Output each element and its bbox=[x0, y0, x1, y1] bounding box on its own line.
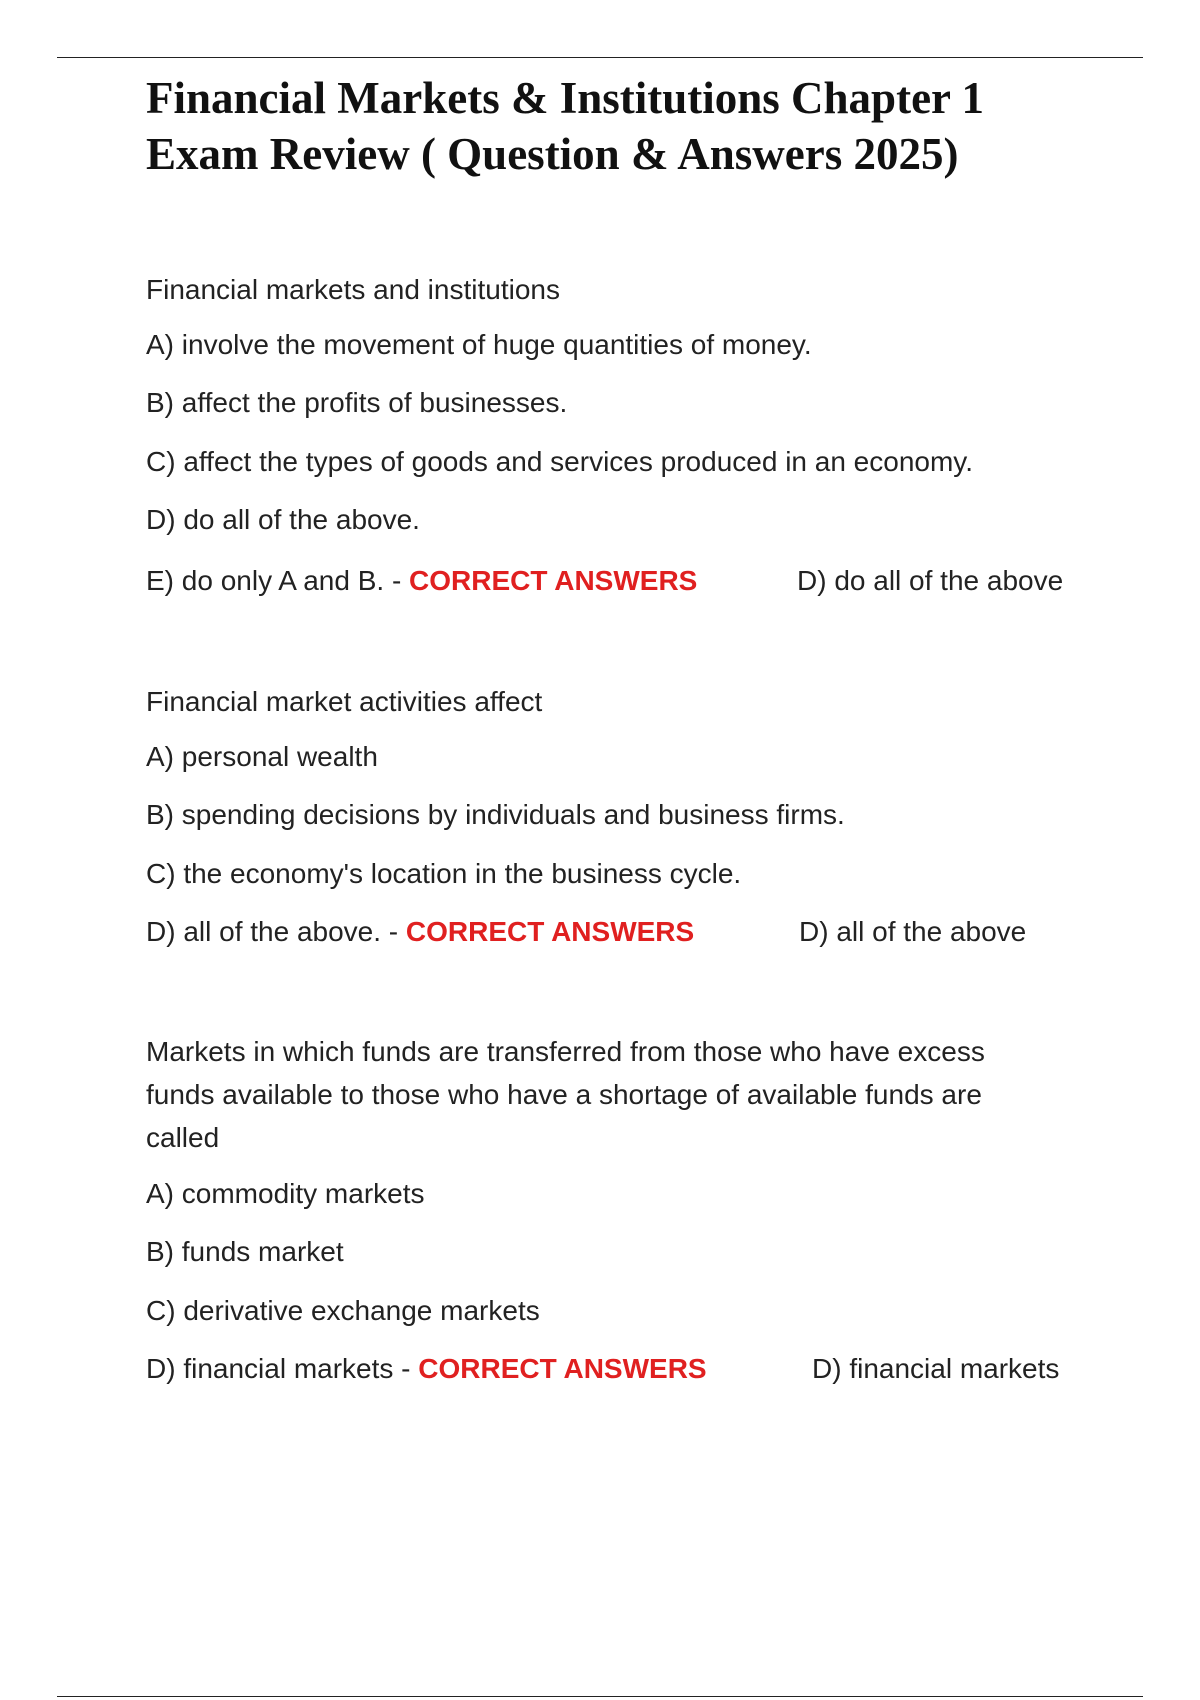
option-a: A) commodity markets bbox=[146, 1178, 425, 1209]
correct-answers-label: CORRECT ANSWERS bbox=[409, 565, 698, 596]
option-b: B) affect the profits of businesses. bbox=[146, 387, 568, 418]
correct-answers-label: CORRECT ANSWERS bbox=[405, 916, 695, 947]
answer-text: D) all of the above bbox=[799, 916, 1027, 947]
option-c: C) the economy's location in the business cycle. bbox=[146, 858, 742, 889]
question-block-3 bbox=[146, 1030, 1060, 1384]
option-d-text: D) financial markets - bbox=[146, 1353, 419, 1384]
option-e bbox=[146, 564, 697, 598]
document-header bbox=[146, 70, 1086, 182]
option-b: B) spending decisions by individuals and business firms. bbox=[146, 799, 845, 830]
option-a: A) personal wealth bbox=[146, 741, 378, 772]
option-d: D) do all of the above. bbox=[146, 504, 420, 535]
question-block-2 bbox=[146, 680, 1046, 947]
top-rule bbox=[57, 57, 1143, 58]
question-text: Financial markets and institutions bbox=[146, 274, 560, 305]
question-text: Markets in which funds are transferred from those who have excess funds available to those who have a shortage of available funds are called bbox=[146, 1036, 985, 1153]
option-b: B) funds market bbox=[146, 1236, 344, 1267]
answer-text: D) financial markets bbox=[812, 1353, 1060, 1384]
option-e-text: E) do only A and B. - bbox=[146, 565, 410, 596]
question-text: Financial market activities affect bbox=[146, 686, 543, 717]
option-d bbox=[146, 1352, 707, 1386]
option-c: C) affect the types of goods and services produced in an economy. bbox=[146, 446, 973, 477]
document-title: Financial Markets & Institutions Chapter 1 Exam Review ( Question & Answers 2025) bbox=[146, 73, 984, 179]
option-d bbox=[146, 915, 694, 949]
bottom-rule bbox=[57, 1696, 1143, 1697]
option-c: C) derivative exchange markets bbox=[146, 1295, 540, 1326]
option-a: A) involve the movement of huge quantities of money. bbox=[146, 329, 812, 360]
option-d-text: D) all of the above. - bbox=[146, 916, 406, 947]
correct-answers-label: CORRECT ANSWERS bbox=[418, 1353, 707, 1384]
question-block-1 bbox=[146, 268, 1064, 596]
answer-text: D) do all of the above bbox=[797, 565, 1064, 596]
